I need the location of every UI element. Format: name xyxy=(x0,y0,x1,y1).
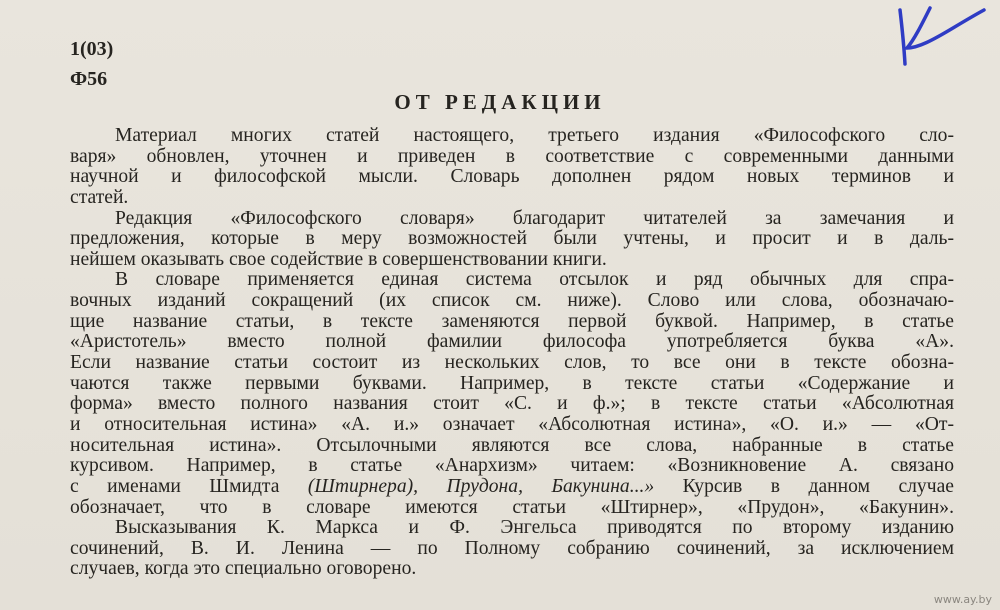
page-title: ОТ РЕДАКЦИИ xyxy=(394,90,606,114)
text-line: Если название статьи состоит из нескольких слов, то все они в тексте обозна- xyxy=(70,352,954,374)
text-line: нейшем оказывать свое содействие в совершенствовании книги. xyxy=(70,248,607,270)
italic-reference: (Штирнера), Прудона, Бакунина...» xyxy=(307,475,655,497)
text-line: случаев, когда это специально оговорено. xyxy=(70,558,417,580)
text-line: чаются также первыми буквами. Например, в тексте статьи «Содержание и xyxy=(70,372,954,394)
text-line: Материал многих статей настоящего, третьего издания «Философского сло- xyxy=(115,125,954,146)
text-line: В словаре применяется единая система отсылок и ряд обычных для спра- xyxy=(115,269,954,291)
text-span: Курсив в данном случае xyxy=(654,475,954,497)
text-line: курсивом. Например, в статье «Анархизм» читаем: «Возникновение А. связано xyxy=(70,455,954,477)
body-text xyxy=(70,126,954,580)
text-span: с именами Шмидта xyxy=(70,475,308,497)
text-line: Высказывания К. Маркса и Ф. Энгельса приводятся по второму изданию xyxy=(115,517,954,539)
watermark: www.ay.by xyxy=(933,593,992,606)
udc-index xyxy=(70,34,113,94)
text-line: Редакция «Философского словаря» благодарит читателей за замечания и xyxy=(115,207,954,229)
text-line: носительная истина». Отсылочными являются все слова, набранные в статье xyxy=(70,434,954,456)
text-line: «Аристотель» вместо полной фамилии философа употребляется буква «А». xyxy=(70,331,954,353)
text-line: предложения, которые в меру возможностей были учтены, и просит и в даль- xyxy=(70,228,954,250)
handwritten-pen-mark xyxy=(878,2,988,72)
text-line: обозначает, что в словаре имеются статьи «Штирнер», «Прудон», «Бакунин». xyxy=(70,496,954,518)
text-line xyxy=(70,477,954,498)
udc-code: 1(03) xyxy=(70,38,114,60)
text-line: форма» вместо полного названия стоит «С. и ф.»; в тексте статьи «Абсолютная xyxy=(70,393,954,415)
text-line: варя» обновлен, уточнен и приведен в соответствие с современными данными xyxy=(70,145,954,167)
text-line: вочных изданий сокращений (их список см. ниже). Слово или слова, обозначаю- xyxy=(70,290,954,312)
text-line: и относительная истина» «А. и.» означает «Абсолютная истина», «О. и.» — «От- xyxy=(70,413,954,435)
text-line: статей. xyxy=(70,186,129,208)
text-line: сочинений, В. И. Ленина — по Полному собранию сочинений, за исключением xyxy=(70,537,954,559)
text-line: научной и философской мысли. Словарь дополнен рядом новых терминов и xyxy=(70,166,954,188)
text-line: щие название статьи, в тексте заменяются первой буквой. Например, в статье xyxy=(70,310,954,332)
bbk-code: Ф56 xyxy=(70,68,108,90)
